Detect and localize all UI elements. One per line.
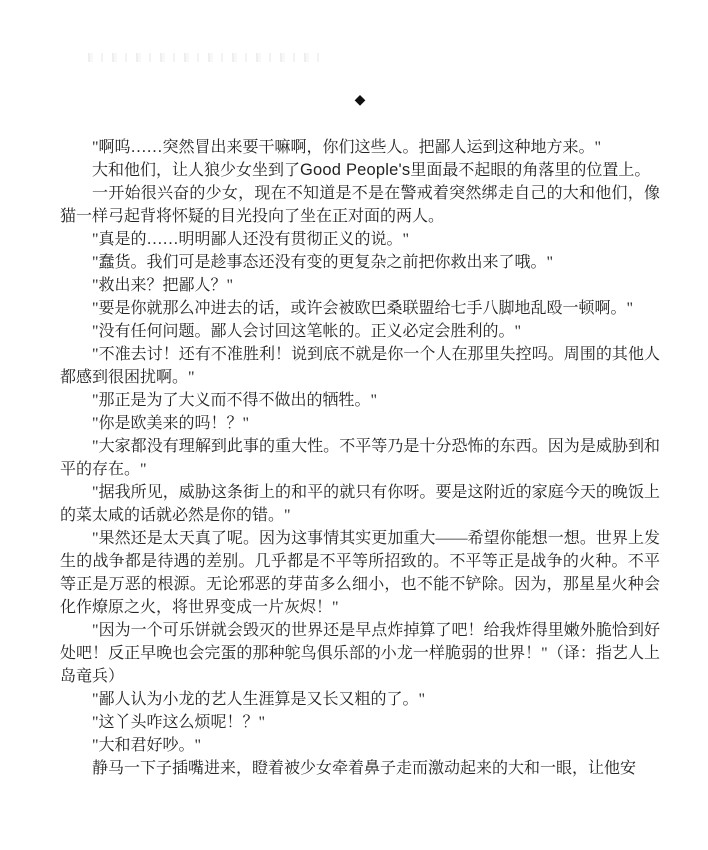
paragraph-text: 里面最不起眼的角落里的位置上。 [410, 162, 651, 179]
paragraph [60, 412, 660, 435]
paragraph-text: "那正是为了大义而不得不做出的牺牲。" [92, 392, 378, 409]
paragraph-text: "鄙人认为小龙的艺人生涯算是又长又粗的了。" [92, 691, 426, 708]
paragraph [60, 757, 660, 780]
paragraph-text: "大和君好吵。" [92, 737, 202, 754]
paragraph-text: 静马一下子插嘴进来，瞪着被少女牵着鼻子走而激动起来的大和一眼，让他安 [92, 760, 637, 777]
paragraph-text: "大家都没有理解到此事的重大性。不平等乃是十分恐怖的东西。因为是威胁到和平的存在。" [60, 438, 660, 478]
paragraph-text: "因为一个可乐饼就会毁灭的世界还是早点炸掉算了吧！给我炸得里嫩外脆恰到好处吧！反正早晚也会完蛋的那种鸵鸟俱乐部的小龙一样脆弱的世界！"（译：指艺人上岛竜兵） [60, 622, 660, 685]
scene-break-diamond: ◆ [354, 93, 366, 108]
paragraph-text: "这丫头咋这么烦呢！？" [92, 714, 266, 731]
paragraph [60, 182, 660, 228]
clipped-previous-line-remnant [88, 53, 320, 62]
paragraph [60, 619, 660, 688]
paragraph [60, 711, 660, 734]
paragraph-text: "蠢货。我们可是趁事态还没有变的更复杂之前把你救出来了哦。" [92, 254, 554, 271]
paragraph-text: "果然还是太天真了呢。因为这事情其实更加重大——希望你能想一想。世界上发生的战争都是待遇的差别。几乎都是不平等所招致的。不平等正是战争的火种。不平等正是万恶的根源。无论邪恶的芽苗多么细小，也不能不铲除。因为，那星星火种会化作燎原之火，将世界变成一片灰烬！" [60, 530, 660, 616]
paragraph-text: "真是的……明明鄙人还没有贯彻正义的说。" [92, 231, 410, 248]
paragraph [60, 320, 660, 343]
paragraph [60, 159, 660, 182]
paragraph-text: 大和他们，让人狼少女坐到了 [92, 162, 301, 179]
paragraph [60, 251, 660, 274]
paragraph [60, 297, 660, 320]
paragraph [60, 389, 660, 412]
paragraph-text: 一开始很兴奋的少女，现在不知道是不是在警戒着突然绑走自己的大和他们，像猫一样弓起背将怀疑的目光投向了坐在正对面的两人。 [60, 185, 660, 225]
paragraph [60, 274, 660, 297]
body-text [60, 136, 660, 780]
paragraph-text: "啊呜……突然冒出来要干嘛啊，你们这些人。把鄙人运到这种地方来。" [92, 139, 602, 156]
paragraph-text: "救出来？把鄙人？" [92, 277, 234, 294]
paragraph [60, 688, 660, 711]
shop-name-latin: Good People's [300, 161, 411, 179]
paragraph [60, 734, 660, 757]
paragraph-text: "你是欧美来的吗！？" [92, 415, 250, 432]
paragraph [60, 527, 660, 619]
paragraph-text: "要是你就那么冲进去的话，或许会被欧巴桑联盟给七手八脚地乱殴一顿啊。" [92, 300, 634, 317]
paragraph [60, 481, 660, 527]
paragraph [60, 136, 660, 159]
paragraph-text: "不准去讨！还有不准胜利！说到底不就是你一个人在那里失控吗。周围的其他人都感到很困扰啊。" [60, 346, 660, 386]
paragraph-text: "没有任何问题。鄙人会讨回这笔帐的。正义必定会胜利的。" [92, 323, 522, 340]
paragraph [60, 435, 660, 481]
paragraph [60, 343, 660, 389]
paragraph [60, 228, 660, 251]
paragraph-text: "据我所见，威胁这条街上的和平的就只有你呀。要是这附近的家庭今天的晚饭上的菜太咸的话就必然是你的错。" [60, 484, 660, 524]
